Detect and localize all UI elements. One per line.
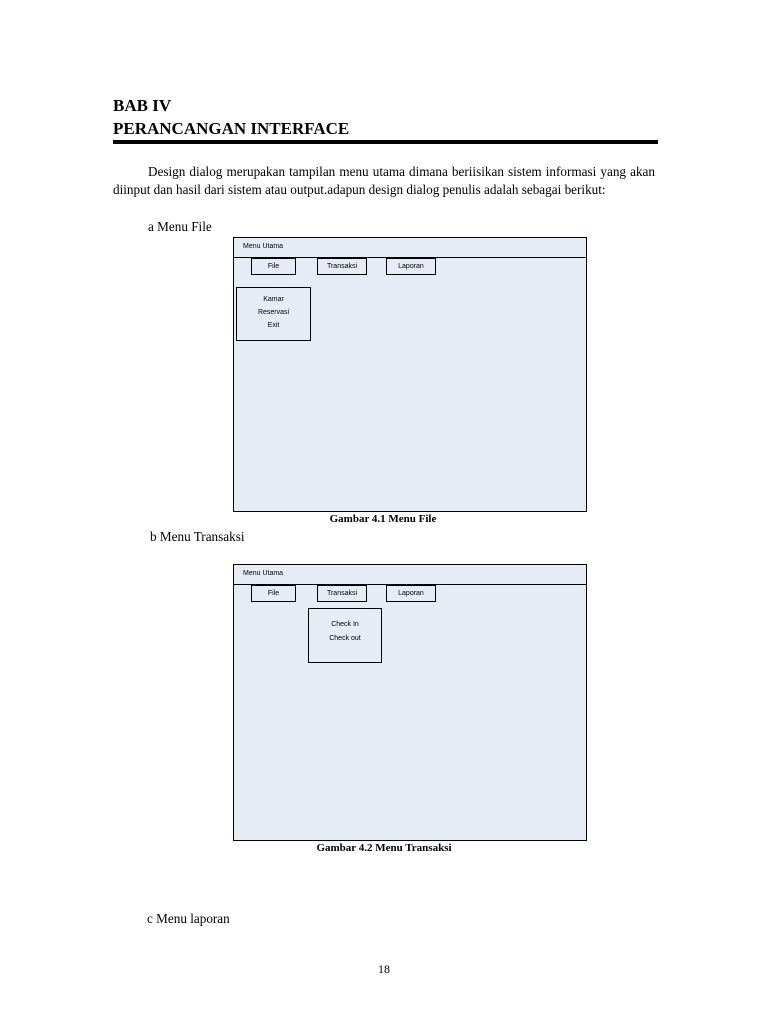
file-dropdown [236,287,311,341]
chapter-title: PERANCANGAN INTERFACE [113,119,350,138]
menu-transaksi-button: Transaksi [317,585,367,602]
window-titlebar [234,565,586,585]
menu-laporan-button: Laporan [386,258,436,275]
menu-laporan-button: Laporan [386,585,436,602]
dropdown-item-check-out: Check out [329,635,361,642]
menu-file-button: File [251,585,296,602]
intro-paragraph-text: Design dialog merupakan tampilan menu utama dimana beriisikan sistem informasi yang akan diinput dan hasil dari sistem atau output.adapun design dialog penulis adalah sebagai berikut: [113,164,655,198]
figure-1-caption: Gambar 4.1 Menu File [329,513,437,525]
dropdown-item-reservasi: Reservasi [257,309,290,316]
chapter-heading: BAB IV [113,96,172,115]
dropdown-item-kamar: Kamar [263,296,284,303]
section-a-label: a Menu File [148,219,212,234]
section-b-label: b Menu Transaksi [150,529,245,544]
intro-paragraph [113,163,655,199]
window-titlebar [234,238,586,258]
menu-transaksi-button: Transaksi [317,258,367,275]
page-number: 18 [378,962,390,976]
dropdown-item-check-in: Check In [331,621,359,628]
section-c-label: c Menu laporan [147,911,230,926]
figure-menu-file [233,237,587,512]
heading-rule [113,140,658,144]
menu-file-button: File [251,258,296,275]
figure-menu-transaksi [233,564,587,841]
dropdown-item-exit: Exit [267,322,280,329]
figure-2-caption: Gambar 4.2 Menu Transaksi [316,842,452,854]
transaksi-dropdown [308,608,382,663]
window-title: Menu Utama [243,570,284,577]
window-title: Menu Utama [243,243,284,250]
